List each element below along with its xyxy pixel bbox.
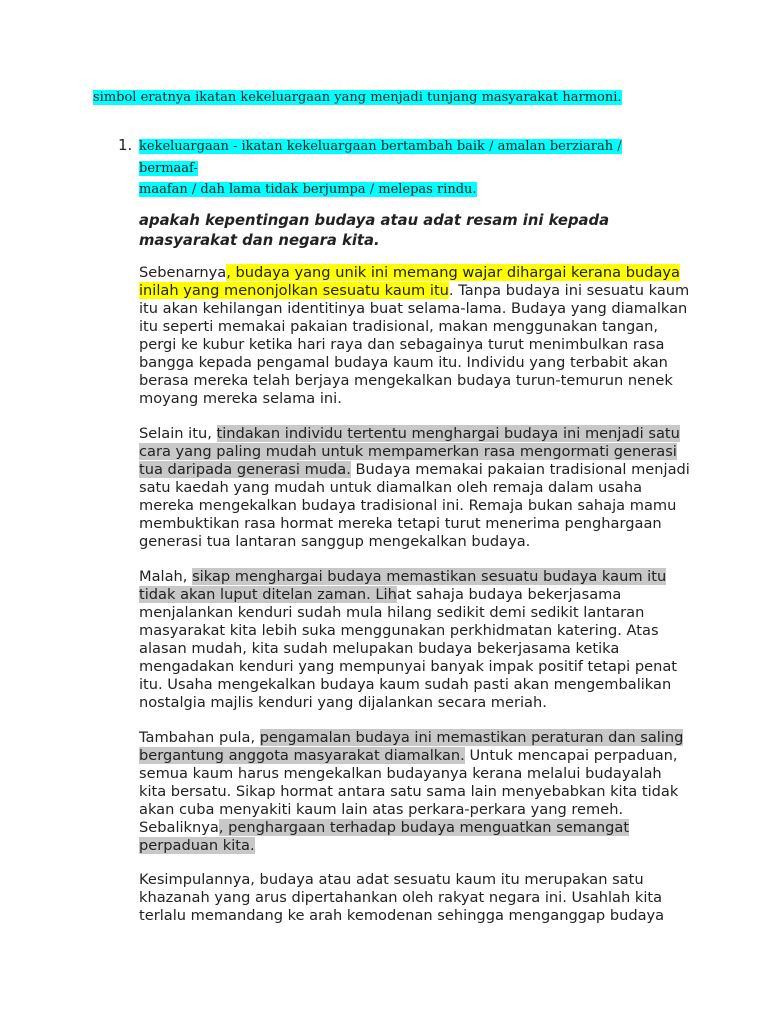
paragraph-line bbox=[139, 837, 679, 855]
text-run: Budaya memakai pakaian tradisional menjadi bbox=[350, 461, 690, 478]
paragraph-line: generasi tua lantaran sanggup mengekalkan budaya. bbox=[139, 533, 531, 550]
paragraph-line bbox=[139, 443, 679, 461]
text-run: Untuk mencapai perpaduan, bbox=[464, 747, 678, 764]
text-run: Sebenarnya bbox=[139, 264, 227, 281]
highlight-grey: sikap menghargai budaya memastikan sesuatu budaya kaum itu bbox=[192, 568, 667, 585]
paragraph-line: Kesimpulannya, budaya atau adat sesuatu kaum itu merupakan satu bbox=[139, 871, 644, 888]
list-line-2: maafan / dah lama tidak berjumpa / melepas rindu. bbox=[139, 182, 477, 197]
highlight-yellow: inilah yang menonjolkan sesuatu kaum itu bbox=[139, 282, 449, 299]
paragraph-line: masyarakat kita lebih suka menggunakan perkhidmatan katering. Atas bbox=[139, 622, 659, 639]
paragraph-1 bbox=[139, 264, 690, 408]
highlight-yellow: , budaya yang unik ini memang wajar dihargai kerana budaya bbox=[226, 264, 680, 281]
paragraph-line: semua kaum harus mengekalkan budayanya kerana melalui budayalah bbox=[139, 765, 662, 782]
intro-text: simbol eratnya ikatan kekeluargaan yang menjadi tunjang masyarakat harmoni. bbox=[93, 90, 622, 105]
paragraph-line bbox=[139, 425, 679, 443]
paragraph-line: itu akan kehilangan identitinya buat selama-lama. Budaya yang diamalkan bbox=[139, 300, 688, 317]
text-run: Selain itu, bbox=[139, 425, 217, 442]
highlight-grey: bergantung anggota masyarakat diamalkan. bbox=[139, 747, 465, 764]
question-line-2: masyarakat dan negara kita. bbox=[139, 232, 380, 249]
list-line-1: kekeluargaan - ikatan kekeluargaan bertambah baik / amalan berziarah / bermaaf- bbox=[139, 139, 622, 176]
list-number: 1. bbox=[118, 136, 133, 154]
paragraph-2 bbox=[139, 425, 690, 551]
text-run: Sebaliknya bbox=[139, 819, 219, 836]
text-run: . Tanpa budaya ini sesuatu kaum bbox=[448, 282, 690, 299]
highlight-grey: tua daripada generasi muda. bbox=[139, 461, 351, 478]
paragraph-5 bbox=[139, 871, 679, 925]
paragraph-line: bangga kepada pengamal budaya kaum itu. Individu yang terbabit akan bbox=[139, 354, 668, 371]
paragraph-line: pergi ke kubur ketika hari raya dan sebagainya turut menimbulkan rasa bbox=[139, 336, 665, 353]
intro-line bbox=[93, 88, 622, 108]
paragraph-line: alasan mudah, kita sudah melupakan budaya bekerjasama ketika bbox=[139, 640, 620, 657]
highlight-grey: tindakan individu tertentu menghargai budaya ini menjadi satu bbox=[216, 425, 680, 442]
paragraph-line: nostalgia majlis kenduri yang dijalankan secara meriah. bbox=[139, 694, 547, 711]
text-run: at sahaja budaya bekerjasama bbox=[396, 586, 622, 603]
paragraph-line: menjalankan kenduri sudah mula hilang sedikit demi sedikit lantaran bbox=[139, 604, 645, 621]
paragraph-line: khazanah yang arus dipertahankan oleh rakyat negara ini. Usahlah kita bbox=[139, 889, 663, 906]
paragraph-line bbox=[139, 729, 684, 747]
highlight-grey: pengamalan budaya ini memastikan peraturan dan saling bbox=[259, 729, 684, 746]
question-line-1: apakah kepentingan budaya atau adat resam ini kepada bbox=[139, 212, 610, 229]
paragraph-line bbox=[139, 568, 679, 586]
paragraph-line bbox=[139, 747, 679, 765]
highlight-grey: , penghargaan terhadap budaya menguatkan semangat bbox=[218, 819, 630, 836]
question-heading bbox=[139, 211, 679, 251]
paragraph-line bbox=[139, 819, 679, 837]
list-text bbox=[139, 136, 659, 201]
paragraph-line bbox=[139, 264, 679, 282]
paragraph-line bbox=[139, 586, 679, 604]
highlight-grey: tidak akan luput ditelan zaman. Lih bbox=[139, 586, 397, 603]
paragraph-line: kita bersatu. Sikap hormat antara satu sama lain menyebabkan kita tidak bbox=[139, 783, 679, 800]
paragraph-line: itu seperti memakai pakaian tradisional, makan menggunakan tangan, bbox=[139, 318, 659, 335]
paragraph-line bbox=[139, 282, 690, 300]
paragraph-4 bbox=[139, 729, 684, 855]
text-run: Tambahan pula, bbox=[139, 729, 260, 746]
highlight-grey: cara yang paling mudah untuk mempamerkan rasa mengormati generasi bbox=[139, 443, 677, 460]
text-run: Malah, bbox=[139, 568, 193, 585]
paragraph-line: mereka mengekalkan budaya tradisional ini. Remaja bukan sahaja mamu bbox=[139, 497, 677, 514]
paragraph-line bbox=[139, 461, 690, 479]
paragraph-line: membuktikan rasa hormat mereka tetapi turut menerima penghargaan bbox=[139, 515, 662, 532]
paragraph-line: moyang mereka selama ini. bbox=[139, 390, 342, 407]
paragraph-line: satu kaedah yang mudah untuk diamalkan oleh remaja dalam usaha bbox=[139, 479, 643, 496]
paragraph-line: itu. Usaha mengekalkan budaya kaum sudah pasti akan mengembalikan bbox=[139, 676, 672, 693]
paragraph-line: berasa mereka telah berjaya mengekalkan budaya turun-temurun nenek bbox=[139, 372, 673, 389]
highlight-grey: perpaduan kita. bbox=[139, 837, 255, 854]
paragraph-3 bbox=[139, 568, 679, 712]
paragraph-line: akan cuba menyakiti kaum lain atas perkara-perkara yang remeh. bbox=[139, 801, 624, 818]
paragraph-line: mengadakan kenduri yang mempunyai banyak impak positif tetapi penat bbox=[139, 658, 678, 675]
paragraph-line: terlalu memandang ke arah kemodenan sehingga menganggap budaya bbox=[139, 907, 665, 924]
